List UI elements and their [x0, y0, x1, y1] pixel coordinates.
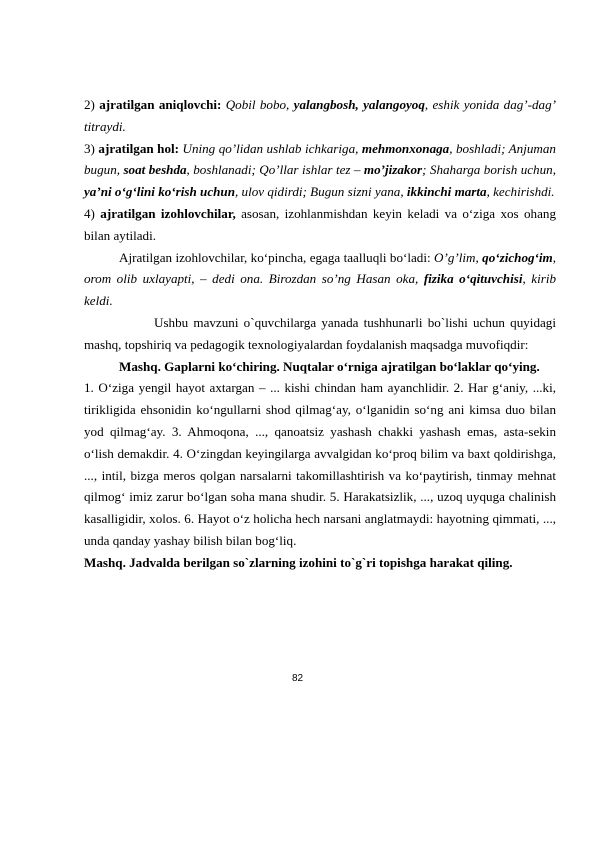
example-text: , ulov qidirdi; Bugun sizni yana,: [234, 184, 404, 200]
intro-paragraph: Ushbu mavzuni o`quvchilarga yanada tushhunarli bo`lishi uchun quyidagi mashq, topshiriq va pedagogik texnologiyalardan foydalanish maqsadga muvofiqdir:: [84, 314, 556, 352]
item-number: 3): [84, 140, 95, 156]
example-text: , orom olib uxlayapti, – dedi ona. Birozdan so’ng Hasan oka,: [84, 249, 556, 287]
example-text: , eshik yonida dag’-dag’ titraydi.: [84, 97, 557, 134]
item-3-ajratilgan-hol: [84, 138, 556, 203]
document-body: [84, 94, 556, 574]
item-number: 4): [84, 205, 95, 221]
exercise-heading-1: [84, 356, 556, 378]
example-highlight: qo‘zichog‘im: [482, 249, 553, 265]
example-highlight: mo’jizakor: [363, 162, 423, 178]
example-highlight: soat beshda: [123, 162, 187, 178]
term: ajratilgan izohlovchilar,: [100, 205, 236, 221]
page-number: 82: [291, 673, 304, 684]
example-highlight: mehmonxonaga: [361, 140, 450, 156]
body-text: Ajratilgan izohlovchilar, ko‘pincha, egaga taalluqli bo‘ladi:: [119, 249, 431, 265]
exercise-sentences: 1. O‘ziga yengil hayot axtargan – ... kishi chindan ham ayanchlidir. 2. Har g‘aniy, ...ki, tirikligida ehsonidin ko‘ngullarni shod qilmag‘ay, o‘lganidin so‘ng ani kimsa duo bilan yod qilmag‘ay. 3. Ahmoqona, ..., qanoatsiz yashash chakki yashash emas, asta-sekin o‘lish demakdir. 4. O‘zingdan keyingilarga avvalgidan ko‘proq bilim va baxt qoldirishga, ..., intil, bizga meros qolgan narsalarni takomillashtirish va ko‘paytirish, tinmay mehnat qilmog‘ imiz zarur bo‘lgan soha mana shudir. 5. Harakatsizlik, ..., uzoq uyquga chalinish kasalligidir, xolos. 6. Hayot o‘z holicha hech narsani anglatmaydi: hayotning qimmati, ..., unda qanday yashay bilish bilan bog‘liq.: [84, 380, 556, 548]
exercise-heading-2: [84, 552, 556, 574]
example-text: O’g’lim,: [434, 249, 479, 265]
example-highlight: fizika o‘qituvchisi: [423, 271, 523, 287]
example-text: , boshlanadi; Qo’llar ishlar tez –: [186, 162, 361, 178]
exercise-instruction: Mashq. Jadvalda berilgan so`zlarning izohini to`g`ri topishga harakat qiling.: [84, 554, 513, 570]
example-text: , kechirishdi.: [486, 184, 555, 200]
example-text: , kirib keldi.: [84, 271, 556, 309]
example-text: ; Shaharga borish uchun,: [422, 162, 556, 178]
example-text: , boshladi; Anjuman bugun,: [84, 140, 556, 178]
body-text: asosan, izohlanmishdan keyin keladi va o‘ziga xos ohang bilan aytiladi.: [84, 205, 556, 243]
item-2-ajratilgan-aniqlovchi: [84, 94, 556, 138]
example-text: Uning qo’lidan ushlab ichkariga,: [182, 140, 359, 156]
example-highlight: ikkinchi marta: [406, 184, 487, 200]
example-highlight: ya’ni o‘g‘lini ko‘rish uchun: [84, 184, 235, 200]
item-number: 2): [84, 97, 95, 112]
example-highlight: yalangbosh, yalangoyoq: [293, 97, 425, 112]
izohlovchi-example-paragraph: [84, 247, 556, 312]
exercise-instruction: Mashq. Gaplarni ko‘chiring. Nuqtalar o‘rniga ajratilgan bo‘laklar qo‘ying.: [119, 358, 540, 374]
example-text: Qobil bobo,: [225, 97, 290, 112]
term: ajratilgan hol:: [98, 140, 179, 156]
item-4-ajratilgan-izohlovchilar: [84, 203, 556, 247]
term: ajratilgan aniqlovchi:: [99, 97, 222, 112]
